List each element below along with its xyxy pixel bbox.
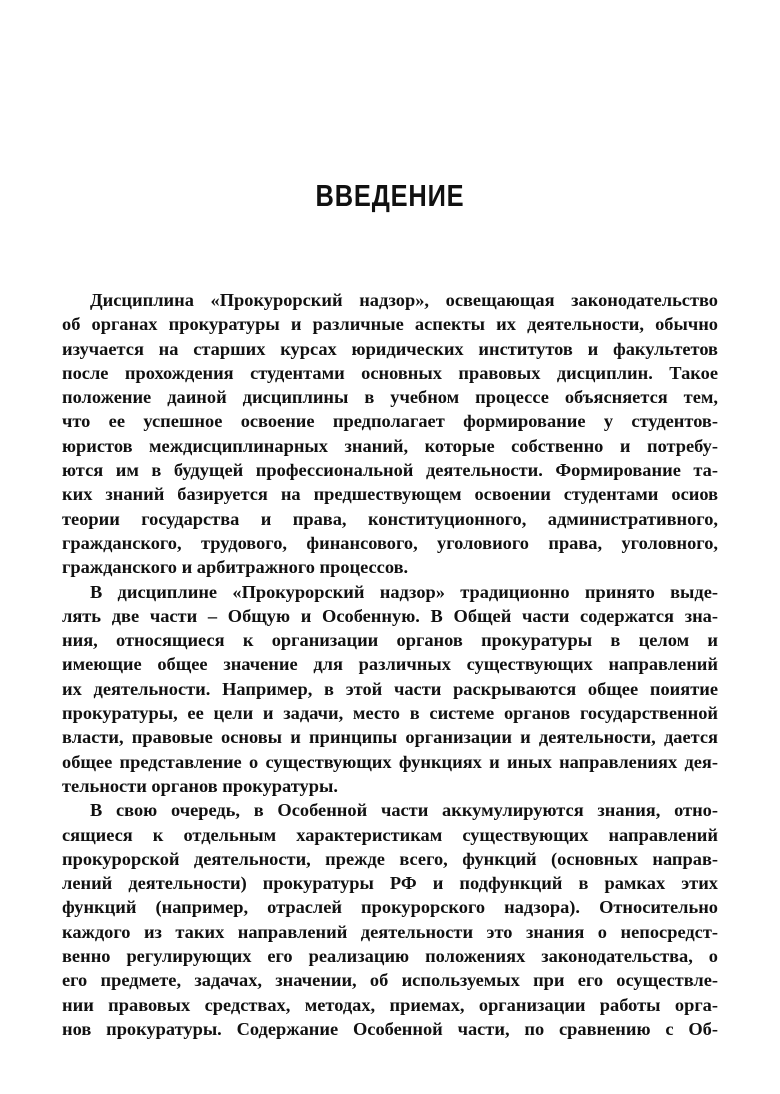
- text-line: имеющие общее значение для различных существующих направлений: [62, 654, 718, 675]
- text-line: В свою очередь, в Особенной части аккумулируются знания, отно-: [90, 800, 718, 821]
- text-line: сящиеся к отдельным характеристикам существующих направлений: [62, 824, 718, 845]
- text-line: Дисциплина «Прокурорский надзор», освещающая законодательство: [90, 290, 718, 310]
- text-line: юристов междисциплинарных знаний, которые собственно и потребу-: [62, 435, 718, 456]
- paragraph-1: [62, 288, 718, 580]
- text-line: изучается на старших курсах юридических институтов и факультетов: [62, 338, 718, 359]
- text-line: прокурорской деятельности, прежде всего, функций (основных направ-: [62, 848, 718, 869]
- text-line: об органах прокуратуры и различные аспекты их деятельности, обычно: [62, 314, 718, 335]
- text-line: их деятельности. Например, в этой части раскрываются общее поиятие: [62, 678, 718, 699]
- paragraph-2: [62, 580, 718, 799]
- text-line: прокуратуры, ее цели и задачи, место в системе органов государственной: [62, 703, 718, 724]
- text-line: ются им в будущей профессиональной деятельности. Формирование та-: [62, 460, 718, 481]
- body-text: [62, 288, 718, 1041]
- text-line: что ее успешное освоение предполагает формирование у студентов-: [62, 411, 718, 432]
- text-line: гражданского и арбитражного процессов.: [62, 557, 409, 578]
- text-line: власти, правовые основы и принципы организации и деятельности, дается: [62, 727, 718, 748]
- text-line: нов прокуратуры. Содержание Особенной части, по сравнению с Об-: [62, 1018, 718, 1039]
- text-line: нии правовых средствах, методах, приемах, организации работы орга-: [62, 994, 718, 1015]
- text-line: после прохождения студентами основных правовых дисциплин. Такое: [62, 362, 718, 383]
- text-line: каждого из таких направлений деятельности это знания о непосредст-: [62, 921, 718, 942]
- text-line: положение даиной дисциплины в учебном процессе объясняется тем,: [62, 387, 718, 408]
- text-line: В дисциплине «Прокурорский надзор» традиционно принято выде-: [90, 581, 718, 602]
- text-line: лений деятельности) прокуратуры РФ и подфункций в рамках этих: [62, 873, 718, 894]
- paragraph-3: [62, 798, 718, 1041]
- text-line: венно регулирующих его реализацию положениях законодательства, о: [62, 946, 718, 967]
- text-line: лять две части – Общую и Особенную. В Общей части содержатся зна-: [62, 605, 718, 626]
- text-line: ния, относящиеся к организации органов прокуратуры в целом и: [62, 630, 718, 651]
- text-line: тельности органов прокуратуры.: [62, 775, 338, 796]
- text-line: гражданского, трудового, финансового, уголовиого права, уголовного,: [62, 532, 718, 553]
- text-line: функций (например, отраслей прокурорского надзора). Относительно: [62, 897, 718, 918]
- page-title: ВВЕДЕНИЕ: [315, 178, 465, 213]
- text-line: теории государства и права, конституционного, административного,: [62, 508, 718, 529]
- text-line: общее представление о существующих функциях и иных направлениях дея-: [62, 751, 718, 772]
- text-line: ких знаний базируется на предшествующем освоении студентами осиов: [62, 484, 718, 505]
- text-line: его предмете, задачах, значении, об используемых при его осуществле-: [62, 970, 718, 991]
